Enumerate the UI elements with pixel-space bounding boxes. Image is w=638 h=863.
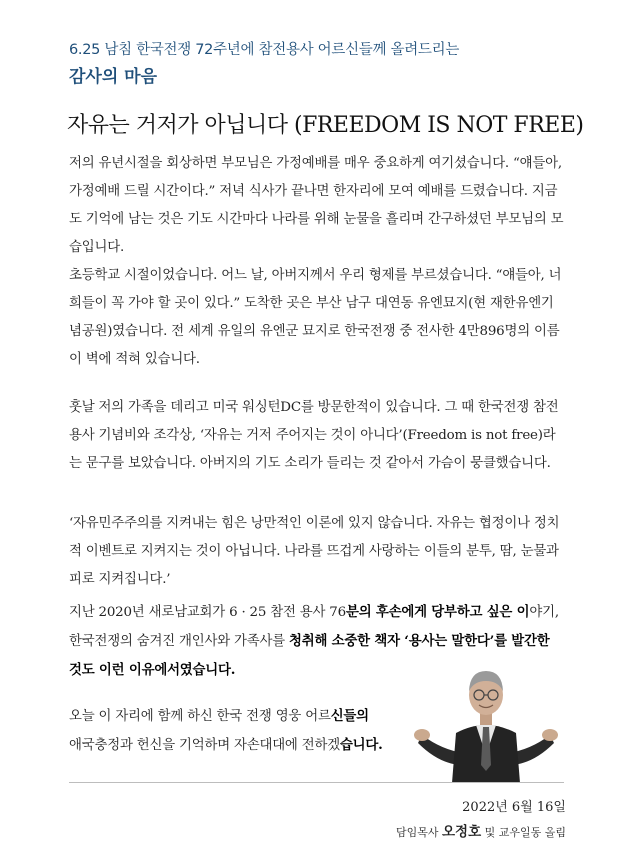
header-heading: 감사의 마음	[69, 67, 158, 87]
paragraph-4: ‘자유민주주의를 지켜내는 힘은 낭만적인 이론에 있지 않습니다. 자유는 협정이나 정치적 이벤트로 지켜지는 것이 아닙니다. 나라를 뜨겁게 사랑하는 이들의 분투, 땀, 눈물과 피로 지켜집니다.’	[69, 516, 560, 587]
paragraph-5-part-b: 분의 후손에게 당부하고 싶은 이	[345, 604, 530, 620]
paragraph-3: 훗날 저의 가족을 데리고 미국 워싱턴DC를 방문한적이 있습니다. 그 때 한국전쟁 참전용사 기념비와 조각상, ‘자유는 거저 주어지는 것이 아니다’(Freedom is not free)라는 문구를 보았습니다. 아버지의 기도 소리가 들리는 것 같아서 가슴이 뭉클했습니다.	[69, 400, 559, 471]
paragraph-5-part-e: 다’를 발간한 것도 이런 이유에서였습니다.	[69, 633, 550, 678]
paragraph-5-part-c: 야기, 한국전쟁의 숨겨진 개인사와 가족사를	[69, 605, 559, 649]
paragraph-6	[69, 702, 429, 760]
signature-role: 담임목사	[395, 826, 439, 839]
paragraph-6-part-a: 오늘 이 자리에 함께 하신 한국 전쟁 영웅 어르	[69, 709, 331, 724]
signature-suffix: 및 교우일동 올림	[484, 826, 566, 839]
paragraph-6-part-d: 습니다.	[339, 737, 383, 753]
footer-divider	[69, 782, 564, 783]
signature	[396, 820, 566, 840]
paragraph-6-part-c: 애국충정과 헌신을 기억하며 자손대대에 전하겠	[69, 738, 340, 753]
paragraph-1: 저의 유년시절을 회상하면 부모님은 가정예배를 매우 중요하게 여기셨습니다. “얘들아, 가정예배 드릴 시간이다.” 저녁 식사가 끝나면 한자리에 모여 예배를 드렸습니다. 지금도 기억에 남는 것은 기도 시간마다 나라를 위해 눈물을 흘리며 간구하셨던 부모님의 모습입니다.	[69, 156, 564, 255]
paragraph-5-part-a: 지난 2020년 새로남교회가 6 · 25 참전 용사 76	[69, 605, 346, 620]
letter-date: 2022년 6월 16일	[462, 800, 566, 815]
page-title: 자유는 거저가 아닙니다 (FREEDOM IS NOT FREE)	[67, 113, 584, 138]
pastor-photo	[412, 655, 560, 783]
signature-name: 오정호	[442, 824, 482, 840]
paragraph-5-part-d: 청취해 소중한 책자 ‘용사는 말한	[289, 633, 477, 649]
paragraph-2: 초등학교 시절이었습니다. 어느 날, 아버지께서 우리 형제를 부르셨습니다. “얘들아, 너희들이 꼭 가야 할 곳이 있다.” 도착한 곳은 부산 남구 대연동 유엔묘지(현 재한유엔기념공원)였습니다. 전 세계 유일의 유엔군 묘지로 한국전쟁 중 전사한 4만896명의 이름이 벽에 적혀 있습니다.	[69, 268, 562, 367]
header-subtitle: 6.25 남침 한국전쟁 72주년에 참전용사 어르신들께 올려드리는	[69, 42, 460, 58]
paragraph-6-part-b: 신들의	[330, 708, 369, 724]
